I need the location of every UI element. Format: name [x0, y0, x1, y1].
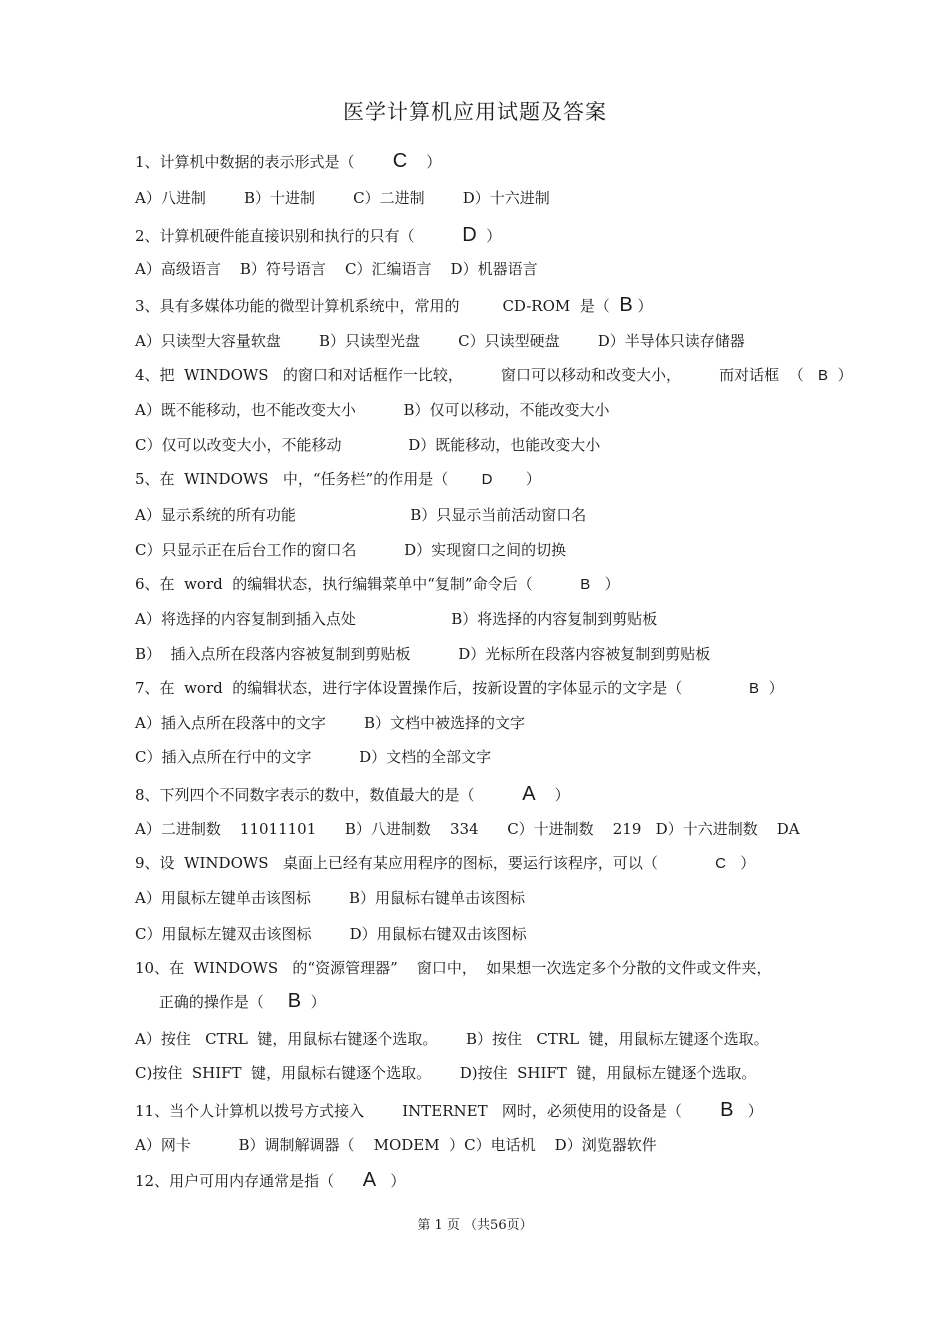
question-tail: ）	[632, 297, 653, 315]
options-6-cd: B） 插入点所在段落内容被复制到剪贴板 D）光标所在段落内容被复制到剪贴板	[135, 645, 711, 663]
options-10-cd: C)按住 SHIFT 键，用鼠标右键逐个选取。 D)按住 SHIFT 键，用鼠标左键逐个选取。	[135, 1064, 757, 1082]
answer-letter: B	[287, 990, 302, 1012]
question-6	[135, 573, 620, 595]
question-12	[135, 1169, 405, 1191]
question-text: 2、计算机硬件能直接识别和执行的只有（	[135, 227, 463, 245]
options-9-cd: C）用鼠标左键双击该图标 D）用鼠标右键双击该图标	[135, 925, 527, 943]
answer-letter: B	[749, 680, 760, 697]
options-3: A）只读型大容量软盘 B）只读型光盘 C）只读型硬盘 D）半导体只读存储器	[135, 332, 745, 350]
options-5-cd: C）只显示正在后台工作的窗口名 D）实现窗口之间的切换	[135, 541, 567, 559]
options-7-ab: A）插入点所在段落中的文字 B）文档中被选择的文字	[135, 714, 526, 732]
options-4-cd: C）仅可以改变大小，不能移动 D）既能移动，也能改变大小	[135, 436, 601, 454]
options-5-ab: A）显示系统的所有功能 B）只显示当前活动窗口名	[135, 506, 587, 524]
document-title: 医学计算机应用试题及答案	[343, 100, 607, 124]
question-text: 5、在 WINDOWS 中，“任务栏”的作用是（	[135, 470, 482, 488]
question-tail: ）	[733, 1102, 763, 1120]
question-9	[135, 852, 755, 874]
question-10-cont	[135, 990, 326, 1012]
options-4-ab: A）既不能移动，也不能改变大小 B）仅可以移动，不能改变大小	[135, 401, 610, 419]
question-tail: ）	[759, 679, 784, 697]
answer-letter: B	[619, 294, 633, 316]
question-5	[135, 468, 541, 490]
answer-letter: B	[720, 1099, 734, 1121]
options-1: A）八进制 B）十进制 C）二进制 D）十六进制	[135, 189, 550, 207]
question-4	[135, 364, 853, 386]
question-11	[135, 1099, 763, 1121]
question-1	[135, 150, 441, 172]
question-text: 1、计算机中数据的表示形式是（	[135, 153, 393, 171]
question-tail: ）	[407, 153, 442, 171]
answer-letter: D	[462, 224, 477, 246]
question-tail: ）	[590, 575, 620, 593]
question-text: 8、下列四个不同数字表示的数中，数值最大的是（	[135, 786, 523, 804]
question-tail: ）	[725, 854, 756, 872]
options-11: A）网卡 B）调制解调器（ MODEM ）C）电话机 D）浏览器软件	[135, 1136, 657, 1154]
question-text: 12、用户可用内存通常是指（	[135, 1172, 363, 1190]
question-text: 7、在 word 的编辑状态，进行字体设置操作后，按新设置的字体显示的文字是（	[135, 679, 750, 697]
question-8	[135, 783, 570, 805]
question-text: 9、设 WINDOWS 桌面上已经有某应用程序的图标，要运行该程序，可以（	[135, 854, 716, 872]
page-footer: 第 1 页 （共56页）	[417, 1218, 533, 1233]
question-2	[135, 224, 501, 246]
answer-letter: B	[580, 576, 591, 593]
question-10: 10、在 WINDOWS 的“资源管理器” 窗口中， 如果想一次选定多个分散的文件或文件夹，	[135, 959, 772, 977]
answer-letter: C	[392, 150, 408, 172]
answer-letter: A	[362, 1169, 377, 1191]
question-tail: ）	[301, 993, 326, 1011]
options-9-ab: A）用鼠标左键单击该图标 B）用鼠标右键单击该图标	[135, 889, 526, 907]
question-text: 6、在 word 的编辑状态，执行编辑菜单中“复制”命令后（	[135, 575, 581, 593]
question-7	[135, 677, 784, 699]
options-2: A）高级语言 B）符号语言 C）汇编语言 D）机器语言	[135, 260, 538, 278]
options-6-ab: A）将选择的内容复制到插入点处 B）将选择的内容复制到剪贴板	[135, 610, 658, 628]
question-tail: ）	[535, 786, 570, 804]
options-10-ab: A）按住 CTRL 键，用鼠标右键逐个选取。 B）按住 CTRL 键，用鼠标左键逐个选取。	[135, 1030, 769, 1048]
answer-letter: B	[818, 367, 829, 384]
answer-letter: D	[481, 471, 493, 488]
answer-letter: C	[715, 855, 726, 872]
question-tail: ）	[492, 470, 541, 488]
question-tail: ）	[828, 366, 853, 384]
options-7-cd: C）插入点所在行中的文字 D）文档的全部文字	[135, 748, 492, 766]
question-text: 11、当个人计算机以拨号方式接入 INTERNET 网时，必须使用的设备是（	[135, 1102, 721, 1120]
question-tail: ）	[376, 1172, 406, 1190]
question-tail: ）	[476, 227, 502, 245]
question-text: 3、具有多媒体功能的微型计算机系统中，常用的 CD-ROM 是（	[135, 297, 620, 315]
question-text: 正确的操作是（	[135, 993, 288, 1011]
question-3	[135, 294, 652, 316]
answer-letter: A	[522, 783, 536, 805]
question-text: 4、把 WINDOWS 的窗口和对话框作一比较， 窗口可以移动和改变大小， 而对话框 （	[135, 366, 819, 384]
options-8: A）二进制数 11011101 B）八进制数 334 C）十进制数 219 D）十六进制数 DA	[135, 820, 800, 838]
